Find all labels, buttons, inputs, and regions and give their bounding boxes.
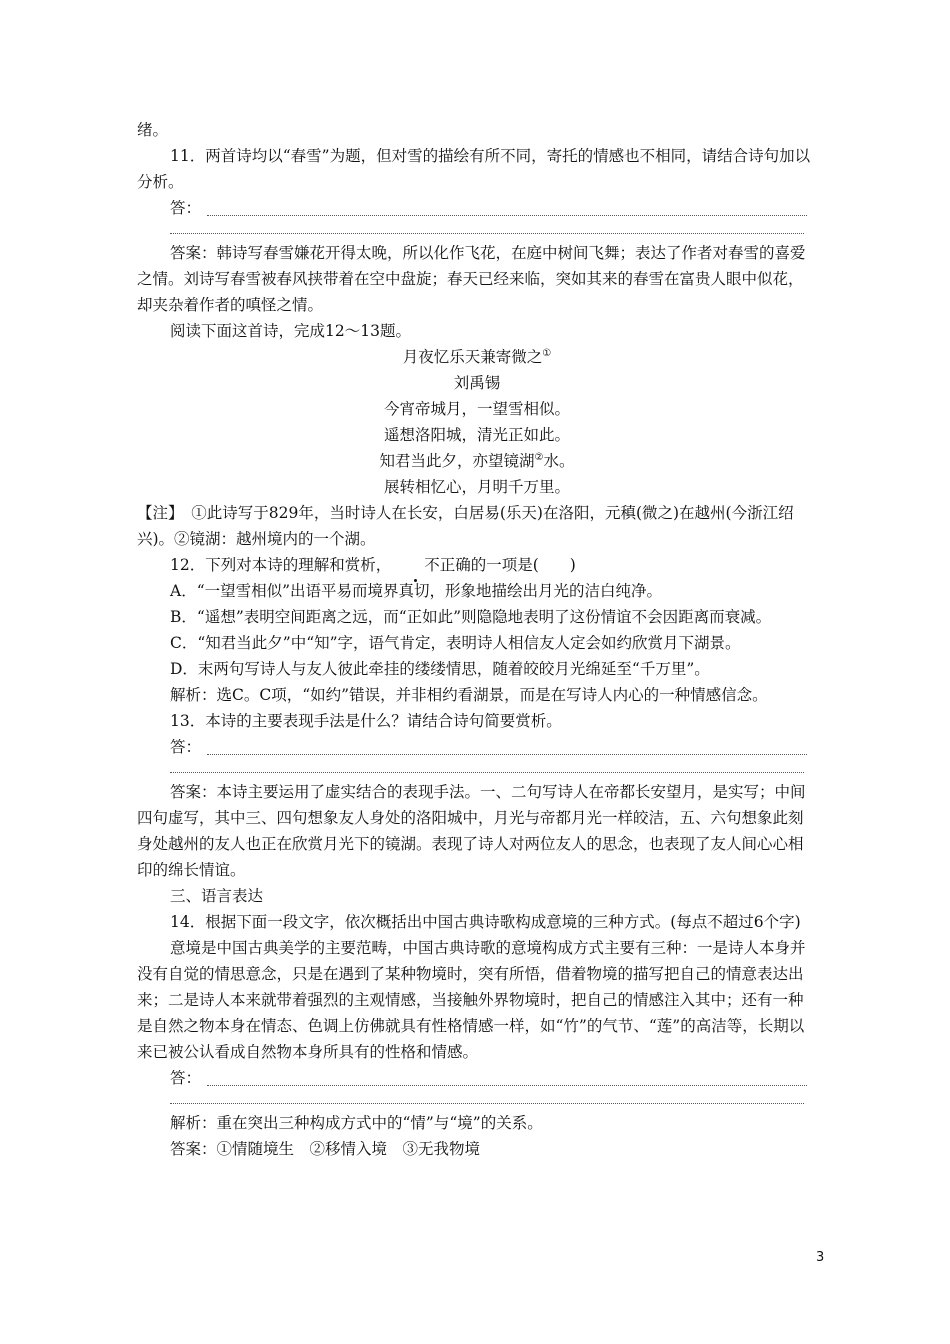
q14-answer-blank-2: [170, 1091, 804, 1104]
page-content: [137, 117, 817, 1162]
q13-answer: 答案：本诗主要运用了虚实结合的表现手法。一、二句写诗人在帝都长安望月，是实写；中间四句虚写，其中三、四句想象友人身处的洛阳城中，月光与帝都月光一样皎洁，五、六句想象此刻身处越州的友人也正在欣赏月光下的镜湖。表现了诗人对两位友人的思念，也表现了友人间心心相印的绵长情谊。: [137, 783, 806, 879]
q12-option-a: A．“一望雪相似”出语平易而境界真切，形象地描绘出月光的洁白纯净。: [170, 582, 663, 600]
q12-question-a: 12．下列对本诗的理解和赏析，: [170, 556, 392, 574]
continued-text: 绪。: [137, 121, 169, 139]
poem-line-3-note-mark: ②: [534, 452, 544, 463]
q12-question: [137, 552, 817, 578]
q11-answer: 答案：韩诗写春雪嫌花开得太晚，所以化作飞花，在庭中树间飞舞；表达了作者对春雪的喜爱之情。刘诗写春雪被春风挟带着在空中盘旋；春天已经来临，突如其来的春雪在富贵人眼中似花，却夹杂着作者的嗔怪之情。: [137, 244, 806, 314]
poem-title-text: 月夜忆乐天兼寄微之: [402, 348, 543, 366]
poem-author: 刘禹锡: [453, 374, 501, 392]
q11-question: 11．两首诗均以“春雪”为题，但对雪的描绘有所不同，寄托的情感也不相同，请结合诗句加以分析。: [137, 147, 811, 191]
section-3-heading: 三、语言表达: [170, 887, 264, 905]
notes-label: 【注】: [137, 504, 176, 522]
q12-question-emphasis: 不: [391, 552, 440, 578]
q14-answer-prompt: 答：: [170, 1069, 202, 1087]
poem-notes: [137, 500, 817, 552]
q11-answer-blank: [207, 202, 807, 216]
q12-option-b: B．“遥想”表明空间距离之远，而“正如此”则隐隐地表明了这份情谊不会因距离而衰减。: [170, 608, 772, 626]
poem-title: [137, 344, 817, 370]
poem-title-note-mark: ①: [542, 348, 552, 359]
q14-answer-blank: [207, 1072, 807, 1086]
q14-analysis: 解析：重在突出三种构成方式中的“情”与“境”的关系。: [170, 1114, 543, 1132]
q13-answer-blank-2: [170, 760, 804, 773]
q14-answer-line: [170, 1065, 817, 1091]
q12-analysis: 解析：选C。C项，“如约”错误，并非相约看湖景，而是在写诗人内心的一种情感信念。: [170, 686, 768, 704]
q14-question: 14．根据下面一段文字，依次概括出中国古典诗歌构成意境的三种方式。(每点不超过6个字): [170, 913, 801, 931]
poem-line-1: 今宵帝城月，一望雪相似。: [383, 400, 570, 418]
q11-answer-prompt: 答：: [170, 199, 202, 217]
q12-option-c: C．“知君当此夕”中“知”字，语气肯定，表明诗人相信友人定会如约欣赏月下湖景。: [170, 634, 741, 652]
poem-line-3-b: 水。: [543, 452, 575, 470]
poem-line-3: [137, 448, 817, 474]
page-number: 3: [816, 1250, 825, 1265]
q13-answer-blank: [207, 741, 807, 755]
q13-question: 13．本诗的主要表现手法是什么？请结合诗句简要赏析。: [170, 712, 562, 730]
poem-line-3-a: 知君当此夕，亦望镜湖: [379, 452, 535, 470]
q11-answer-blank-2: [170, 221, 804, 234]
q11-answer-line: [170, 195, 817, 221]
notes-text: ①此诗写于829年，当时诗人在长安，白居易(乐天)在洛阳，元稹(微之)在越州(今浙江绍兴)。②镜湖：越州境内的一个湖。: [137, 504, 794, 548]
q13-answer-prompt: 答：: [170, 738, 202, 756]
q12-option-d: D．末两句写诗人与友人彼此牵挂的缕缕情思，随着皎皎月光绵延至“千万里”。: [170, 660, 710, 678]
q12-question-b: 正确的一项是( ): [439, 556, 576, 574]
q13-answer-line: [170, 734, 817, 760]
poem-line-4: 展转相忆心，月明千万里。: [383, 478, 570, 496]
poem-line-2: 遥想洛阳城，清光正如此。: [383, 426, 570, 444]
reading-intro: 阅读下面这首诗，完成12～13题。: [170, 322, 411, 340]
q14-passage: 意境是中国古典美学的主要范畴，中国古典诗歌的意境构成方式主要有三种：一是诗人本身并没有自觉的情思意念，只是在遇到了某种物境时，突有所悟，借着物境的描写把自己的情意表达出来；二是诗人本来就带着强烈的主观情感，当接触外界物境时，把自己的情感注入其中；还有一种是自然之物本身在情态、色调上仿佛就具有性格情感一样，如“竹”的气节、“莲”的高洁等，长期以来已被公认看成自然物本身所具有的性格和情感。: [137, 939, 806, 1061]
q14-answer: 答案：①情随境生 ②移情入境 ③无我物境: [170, 1140, 481, 1158]
